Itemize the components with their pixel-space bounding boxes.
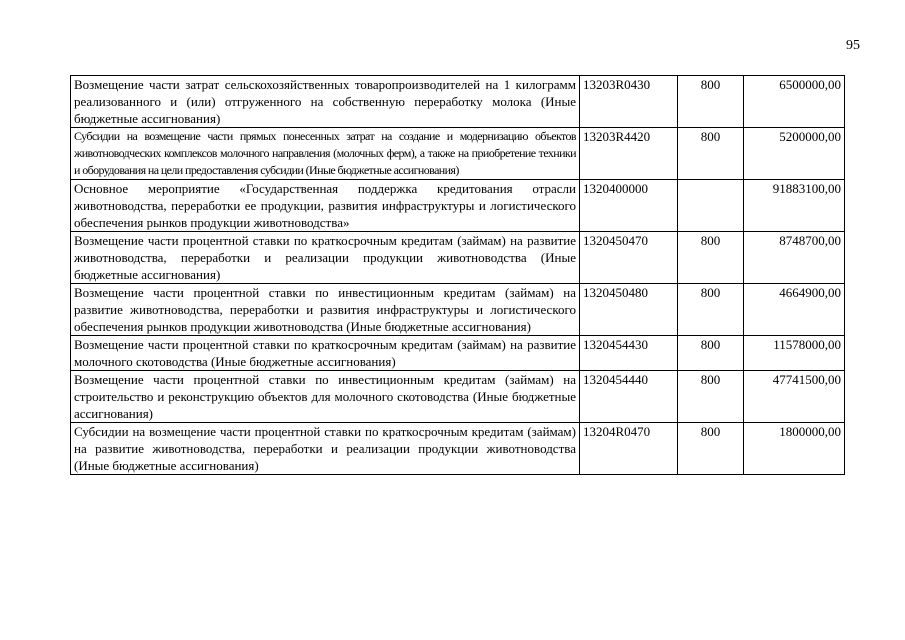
row-code: 13203R0430 <box>580 76 678 128</box>
row-amount: 91883100,00 <box>744 180 845 232</box>
row-description: Возмещение части процентной ставки по краткосрочным кредитам (займам) на развитие животноводства, переработки и реализации продукции животноводства (Иные бюджетные ассигнования) <box>71 232 580 284</box>
row-amount: 11578000,00 <box>744 336 845 371</box>
row-expense-type: 800 <box>678 232 744 284</box>
row-amount: 47741500,00 <box>744 371 845 423</box>
row-code: 13203R4420 <box>580 128 678 180</box>
row-description: Субсидии на возмещение части прямых понесенных затрат на создание и модернизацию объектов животноводческих комплексов молочного направления (молочных ферм), а также на приобретение техники и оборудования на цели предоставления субсидии (Иные бюджетные ассигнования) <box>71 128 580 180</box>
row-expense-type: 800 <box>678 284 744 336</box>
table-row <box>71 180 845 232</box>
row-amount: 5200000,00 <box>744 128 845 180</box>
row-code: 1320400000 <box>580 180 678 232</box>
row-expense-type: 800 <box>678 128 744 180</box>
row-code: 1320454440 <box>580 371 678 423</box>
row-expense-type <box>678 180 744 232</box>
row-expense-type: 800 <box>678 76 744 128</box>
row-amount: 4664900,00 <box>744 284 845 336</box>
row-description: Возмещение части процентной ставки по инвестиционным кредитам (займам) на развитие животноводства, переработки и развития инфраструктуры и логистического обеспечения рынков продукции животноводства (Иные бюджетные ассигнования) <box>71 284 580 336</box>
table-row <box>71 232 845 284</box>
row-description: Возмещение части процентной ставки по инвестиционным кредитам (займам) на строительство и реконструкцию объектов для молочного скотоводства (Иные бюджетные ассигнования) <box>71 371 580 423</box>
table-row <box>71 76 845 128</box>
row-expense-type: 800 <box>678 423 744 475</box>
row-description: Возмещение части процентной ставки по краткосрочным кредитам (займам) на развитие молочного скотоводства (Иные бюджетные ассигнования) <box>71 336 580 371</box>
row-expense-type: 800 <box>678 371 744 423</box>
table-row <box>71 371 845 423</box>
page-number: 95 <box>846 38 860 53</box>
row-code: 13204R0470 <box>580 423 678 475</box>
row-description: Основное мероприятие «Государственная поддержка кредитования отрасли животноводства, переработки ее продукции, развития инфраструктуры и логистического обеспечения рынков продукции животноводства» <box>71 180 580 232</box>
budget-table <box>70 75 845 475</box>
row-description: Возмещение части затрат сельскохозяйственных товаропроизводителей на 1 килограмм реализованного и (или) отгруженного на собственную переработку молока (Иные бюджетные ассигнования) <box>71 76 580 128</box>
row-code: 1320450470 <box>580 232 678 284</box>
row-amount: 1800000,00 <box>744 423 845 475</box>
table-row <box>71 336 845 371</box>
table-row <box>71 423 845 475</box>
row-expense-type: 800 <box>678 336 744 371</box>
table-row <box>71 128 845 180</box>
row-code: 1320454430 <box>580 336 678 371</box>
row-amount: 8748700,00 <box>744 232 845 284</box>
row-amount: 6500000,00 <box>744 76 845 128</box>
row-code: 1320450480 <box>580 284 678 336</box>
row-description: Субсидии на возмещение части процентной ставки по краткосрочным кредитам (займам) на развитие животноводства, переработки и реализации продукции животноводства (Иные бюджетные ассигнования) <box>71 423 580 475</box>
table-row <box>71 284 845 336</box>
